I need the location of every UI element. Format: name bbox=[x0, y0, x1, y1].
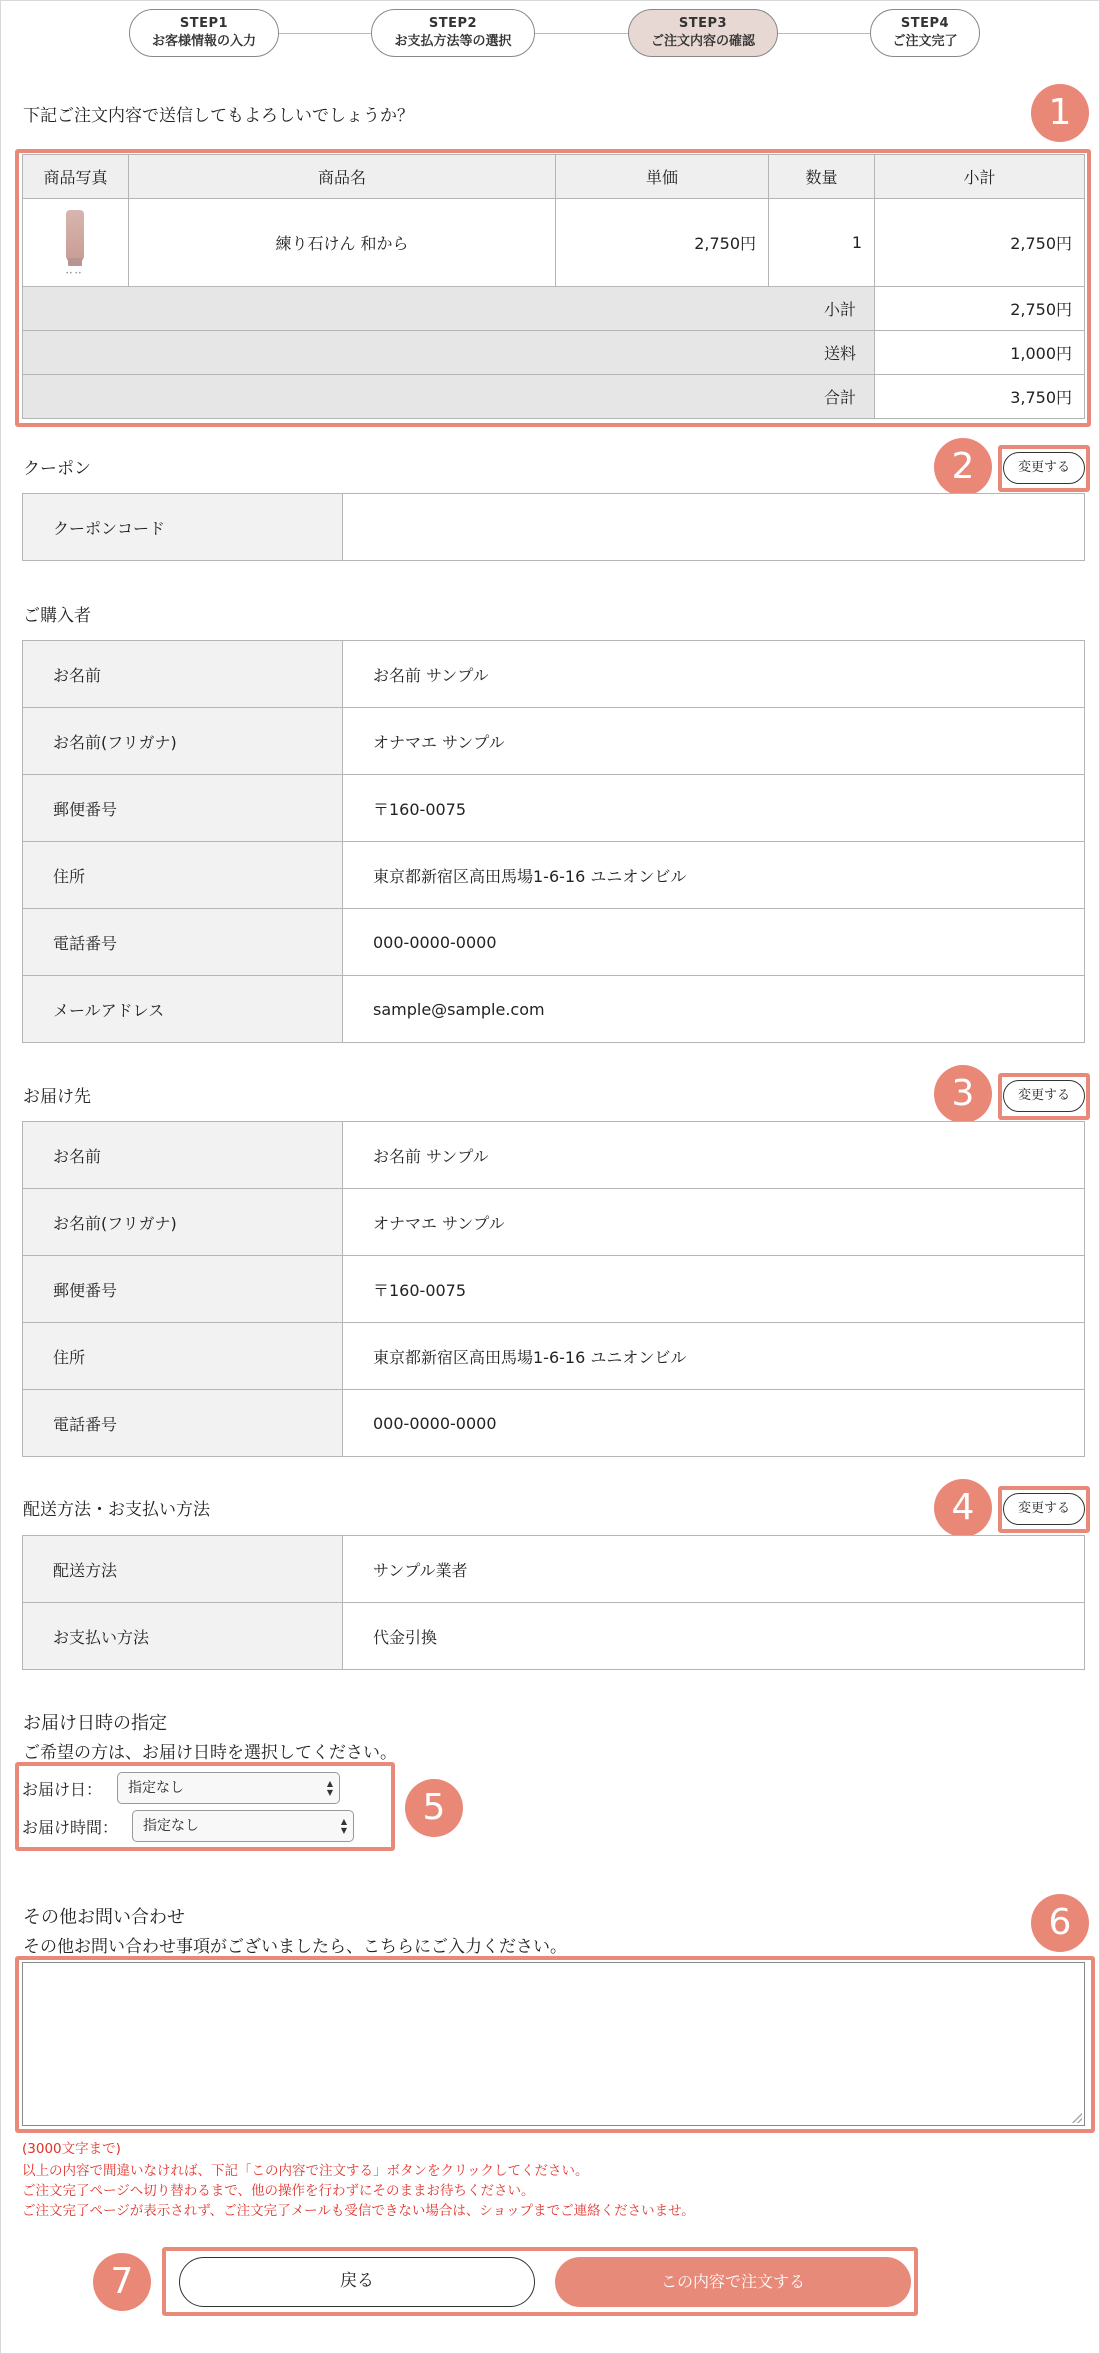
table-row bbox=[23, 1603, 1085, 1670]
table-row bbox=[23, 842, 1085, 909]
header-product-name: 商品名 bbox=[129, 155, 556, 199]
table-row bbox=[23, 1122, 1085, 1189]
change-coupon-button[interactable]: 変更する bbox=[1003, 452, 1085, 484]
instruction-note: ご注文完了ページへ切り替わるまで、他の操作を行わずにそのままお待ちください。 bbox=[22, 2183, 535, 2199]
coupon-code-label: クーポンコード bbox=[23, 494, 343, 561]
product-name: 練り石けん 和から bbox=[129, 199, 556, 287]
inquiry-textarea[interactable] bbox=[22, 1962, 1085, 2126]
destination-phone-label: 電話番号 bbox=[23, 1390, 343, 1457]
inquiry-instructions: その他お問い合わせ事項がございましたら、こちらにご入力ください。 bbox=[23, 1937, 567, 1957]
shipping-method-label: 配送方法 bbox=[23, 1536, 343, 1603]
purchaser-email-label: メールアドレス bbox=[23, 976, 343, 1043]
summary-row bbox=[23, 287, 1085, 331]
item-subtotal: 2,750円 bbox=[875, 199, 1085, 287]
payment-method-label: お支払い方法 bbox=[23, 1603, 343, 1670]
product-image: •• •• bbox=[46, 206, 106, 280]
order-table bbox=[22, 154, 1085, 419]
step-2: STEP2 お支払方法等の選択 bbox=[371, 9, 535, 57]
destination-postal-label: 郵便番号 bbox=[23, 1256, 343, 1323]
purchaser-name-value: お名前 サンプル bbox=[343, 641, 1085, 708]
summary-row bbox=[23, 331, 1085, 375]
purchaser-email-value: sample@sample.com bbox=[343, 976, 1085, 1043]
unit-price: 2,750円 bbox=[556, 199, 769, 287]
select-arrows-icon: ▲ ▼ bbox=[340, 1817, 347, 1835]
product-photo bbox=[23, 199, 129, 287]
annotation-badge-3: 3 bbox=[934, 1065, 992, 1123]
quantity: 1 bbox=[769, 199, 875, 287]
step-1: STEP1 お客様情報の入力 bbox=[129, 9, 279, 57]
header-quantity: 数量 bbox=[769, 155, 875, 199]
destination-title: お届け先 bbox=[23, 1087, 91, 1107]
table-row bbox=[23, 641, 1085, 708]
select-arrows-icon: ▲ ▼ bbox=[326, 1779, 333, 1797]
shipping-method-value: サンプル業者 bbox=[343, 1536, 1085, 1603]
step-progress bbox=[1, 9, 1100, 59]
delivery-time-label: お届け時間： bbox=[22, 1818, 119, 1837]
purchaser-name-label: お名前 bbox=[23, 641, 343, 708]
destination-kana-label: お名前(フリガナ) bbox=[23, 1189, 343, 1256]
purchaser-phone-label: 電話番号 bbox=[23, 909, 343, 976]
shipping-table bbox=[22, 1535, 1085, 1670]
destination-kana-value: オナマエ サンプル bbox=[343, 1189, 1085, 1256]
summary-label: 小計 bbox=[23, 287, 875, 331]
destination-phone-value: 000-0000-0000 bbox=[343, 1390, 1085, 1457]
table-row bbox=[23, 494, 1085, 561]
destination-name-value: お名前 サンプル bbox=[343, 1122, 1085, 1189]
header-photo: 商品写真 bbox=[23, 155, 129, 199]
instruction-note: 以上の内容で間違いなければ、下記「この内容で注文する」ボタンをクリックしてください。 bbox=[22, 2163, 589, 2179]
order-header-row bbox=[23, 155, 1085, 199]
summary-label: 合計 bbox=[23, 375, 875, 419]
table-row bbox=[23, 909, 1085, 976]
shipping-title: 配送方法・お支払い方法 bbox=[23, 1500, 210, 1520]
purchaser-table bbox=[22, 640, 1085, 1043]
header-unit-price: 単価 bbox=[556, 155, 769, 199]
purchaser-title: ご購入者 bbox=[23, 606, 91, 626]
step-4: STEP4 ご注文完了 bbox=[870, 9, 980, 57]
destination-postal-value: 〒160-0075 bbox=[343, 1256, 1085, 1323]
confirm-question: 下記ご注文内容で送信してもよろしいでしょうか？ bbox=[23, 106, 414, 126]
coupon-table bbox=[22, 493, 1085, 561]
char-limit-note: (3000文字まで) bbox=[22, 2141, 121, 2157]
annotation-badge-1: 1 bbox=[1031, 84, 1089, 142]
table-row bbox=[23, 1323, 1085, 1390]
table-row bbox=[23, 1536, 1085, 1603]
table-row bbox=[23, 1390, 1085, 1457]
annotation-badge-6: 6 bbox=[1031, 1894, 1089, 1952]
annotation-badge-5: 5 bbox=[405, 1779, 463, 1837]
table-row bbox=[23, 1189, 1085, 1256]
annotation-badge-2: 2 bbox=[934, 438, 992, 496]
summary-label: 送料 bbox=[23, 331, 875, 375]
table-row bbox=[23, 775, 1085, 842]
summary-row bbox=[23, 375, 1085, 419]
step-3-current: STEP3 ご注文内容の確認 bbox=[628, 9, 778, 57]
destination-name-label: お名前 bbox=[23, 1122, 343, 1189]
table-row bbox=[23, 1256, 1085, 1323]
purchaser-kana-label: お名前(フリガナ) bbox=[23, 708, 343, 775]
place-order-button[interactable]: この内容で注文する bbox=[555, 2257, 911, 2307]
header-subtotal: 小計 bbox=[875, 155, 1085, 199]
summary-value: 3,750円 bbox=[875, 375, 1085, 419]
change-shipping-button[interactable]: 変更する bbox=[1003, 1493, 1085, 1525]
coupon-code-value bbox=[343, 494, 1085, 561]
purchaser-postal-label: 郵便番号 bbox=[23, 775, 343, 842]
delivery-datetime-instructions: ご希望の方は、お届け日時を選択してください。 bbox=[23, 1743, 397, 1763]
table-row bbox=[23, 976, 1085, 1043]
payment-method-value: 代金引換 bbox=[343, 1603, 1085, 1670]
delivery-date-select[interactable]: 指定なし ▲ ▼ bbox=[117, 1772, 340, 1804]
table-row bbox=[23, 708, 1085, 775]
destination-table bbox=[22, 1121, 1085, 1457]
summary-value: 2,750円 bbox=[875, 287, 1085, 331]
step-connector bbox=[201, 33, 901, 34]
inquiry-title: その他お問い合わせ bbox=[23, 1907, 185, 1928]
delivery-time-select[interactable]: 指定なし ▲ ▼ bbox=[132, 1810, 354, 1842]
purchaser-address-label: 住所 bbox=[23, 842, 343, 909]
table-row bbox=[23, 199, 1085, 287]
coupon-title: クーポン bbox=[23, 459, 91, 479]
change-destination-button[interactable]: 変更する bbox=[1003, 1080, 1085, 1112]
destination-address-label: 住所 bbox=[23, 1323, 343, 1390]
purchaser-phone-value: 000-0000-0000 bbox=[343, 909, 1085, 976]
annotation-badge-7: 7 bbox=[93, 2253, 151, 2311]
destination-address-value: 東京都新宿区高田馬場1-6-16 ユニオンビル bbox=[343, 1323, 1085, 1390]
annotation-badge-4: 4 bbox=[934, 1479, 992, 1537]
purchaser-kana-value: オナマエ サンプル bbox=[343, 708, 1085, 775]
delivery-datetime-title: お届け日時の指定 bbox=[23, 1713, 167, 1734]
delivery-date-label: お届け日： bbox=[22, 1780, 103, 1799]
resize-handle-icon[interactable] bbox=[1072, 2113, 1082, 2123]
purchaser-address-value: 東京都新宿区高田馬場1-6-16 ユニオンビル bbox=[343, 842, 1085, 909]
purchaser-postal-value: 〒160-0075 bbox=[343, 775, 1085, 842]
instruction-note: ご注文完了ページが表示されず、ご注文完了メールも受信できない場合は、ショップまでご連絡くださいませ。 bbox=[22, 2203, 695, 2219]
summary-value: 1,000円 bbox=[875, 331, 1085, 375]
back-button[interactable]: 戻る bbox=[179, 2257, 535, 2307]
